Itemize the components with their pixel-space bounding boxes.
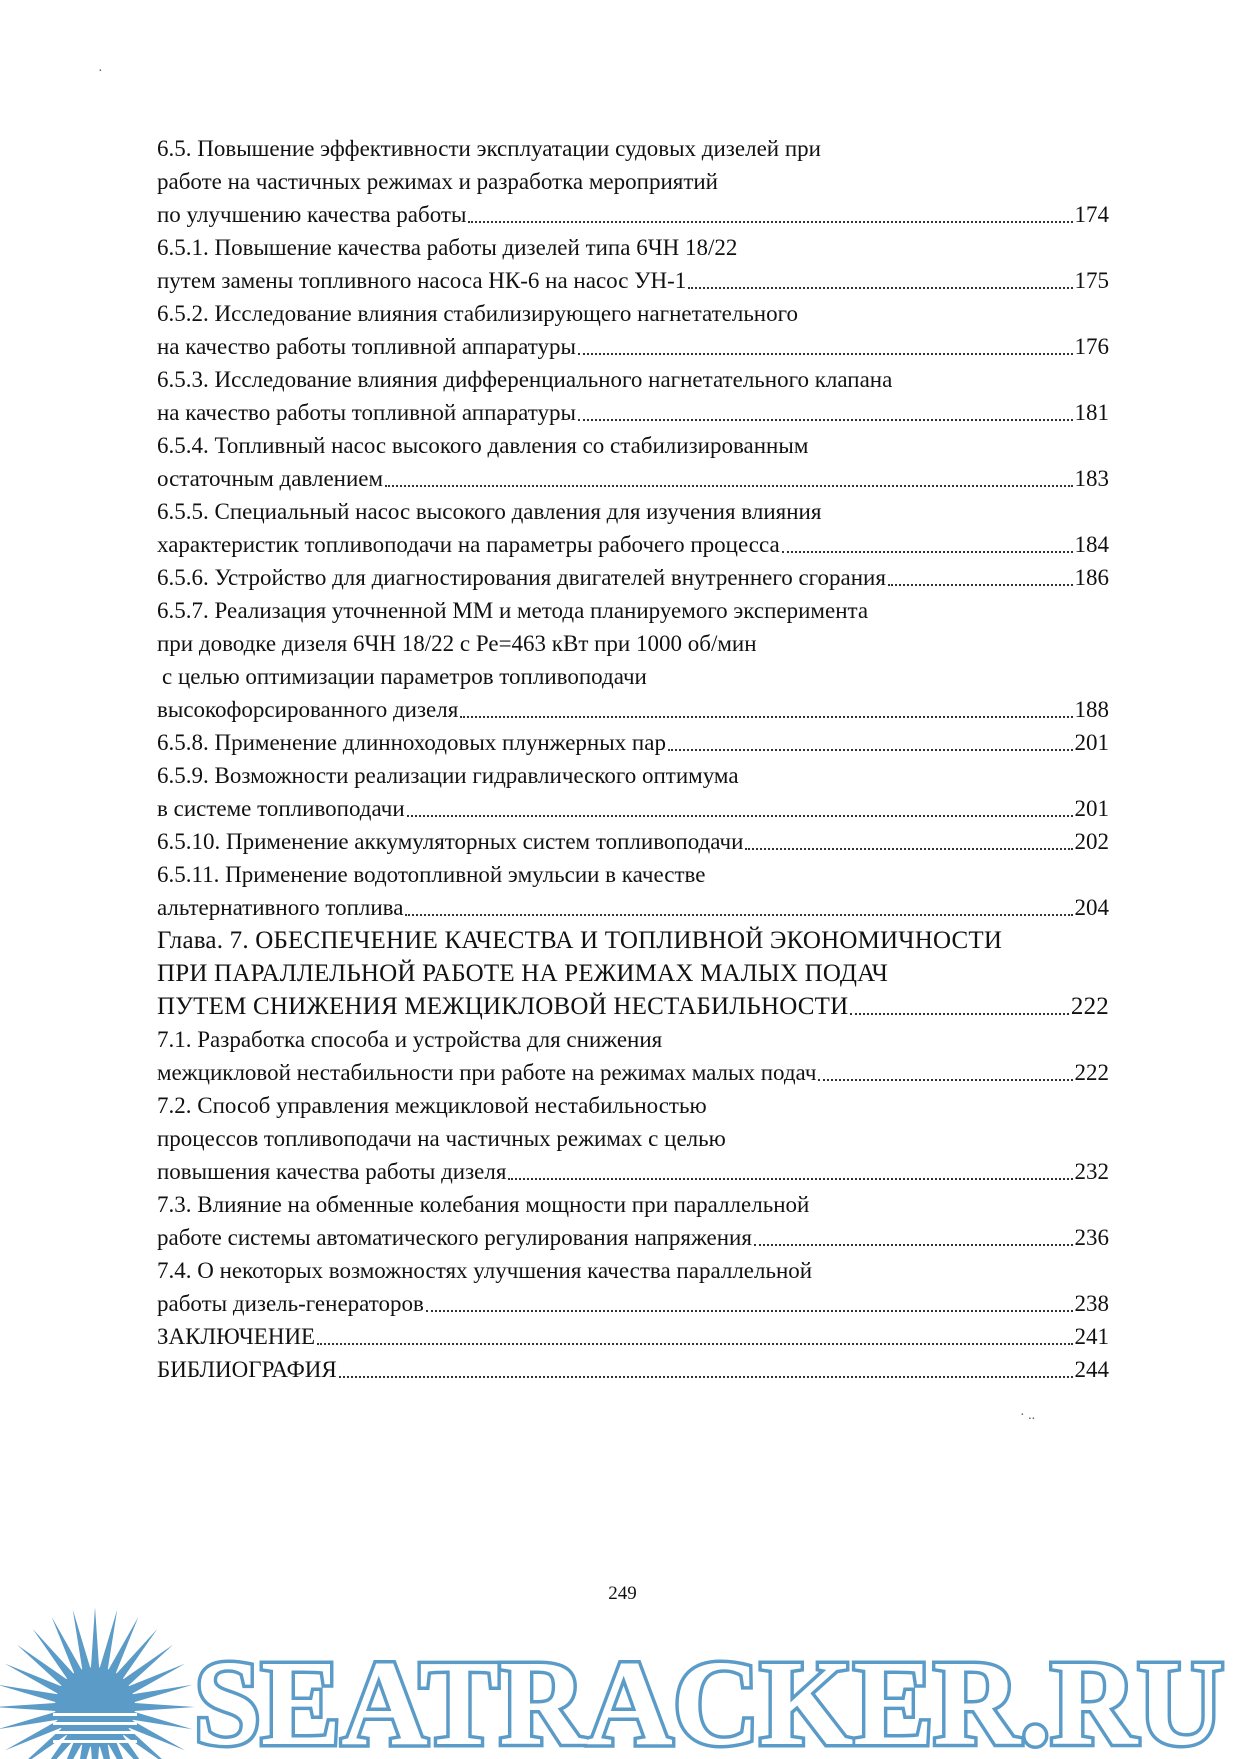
table-of-contents <box>157 132 1109 1386</box>
toc-entry-text: работе на частичных режимах и разработка мероприятий <box>157 169 718 194</box>
toc-entry <box>157 264 1109 297</box>
watermark <box>0 1582 1245 1759</box>
toc-leader-dots <box>754 1244 1073 1246</box>
toc-leader-dots <box>317 1343 1072 1345</box>
toc-entry-text: 6.5.2. Исследование влияния стабилизирующего нагнетательного <box>157 301 798 326</box>
toc-page-number: 201 <box>1074 796 1109 821</box>
toc-entry-text: в системе топливоподачи <box>157 796 405 821</box>
toc-entry <box>157 858 1109 891</box>
toc-entry <box>157 330 1109 363</box>
toc-page-number: 202 <box>1074 829 1109 854</box>
toc-page-number: 181 <box>1074 400 1109 425</box>
toc-entry-text: путем замены топливного насоса НК-6 на насос УН-1 <box>157 268 687 293</box>
toc-entry-text: 6.5.5. Специальный насос высокого давления для изучения влияния <box>157 499 822 524</box>
toc-page-number: 175 <box>1074 268 1109 293</box>
toc-entry <box>157 957 1109 990</box>
toc-entry <box>157 297 1109 330</box>
toc-entry-text: процессов топливоподачи на частичных режимах с целью <box>157 1126 726 1151</box>
toc-entry <box>157 561 1109 594</box>
toc-entry-text: при доводке дизеля 6ЧН 18/22 с Ре=463 кВт при 1000 об/мин <box>157 631 757 656</box>
toc-entry <box>157 1353 1109 1386</box>
toc-entry-text: 6.5.3. Исследование влияния дифференциального нагнетательного клапана <box>157 367 893 392</box>
toc-entry-text: БИБЛИОГРАФИЯ <box>157 1357 337 1382</box>
page-number: 249 <box>608 1583 637 1604</box>
toc-entry <box>157 825 1109 858</box>
toc-entry <box>157 198 1109 231</box>
toc-leader-dots <box>405 914 1072 916</box>
toc-entry-text: 7.1. Разработка способа и устройства для снижения <box>157 1027 663 1052</box>
toc-entry-text: межцикловой нестабильности при работе на режимах малых подач <box>157 1060 817 1085</box>
toc-entry <box>157 462 1109 495</box>
toc-entry <box>157 363 1109 396</box>
toc-entry <box>157 1089 1109 1122</box>
toc-page-number: 238 <box>1074 1291 1109 1316</box>
toc-leader-dots <box>888 584 1073 586</box>
toc-page-number: 232 <box>1074 1159 1109 1184</box>
sun-logo-icon <box>0 1607 195 1759</box>
toc-entry <box>157 891 1109 924</box>
toc-entry <box>157 1155 1109 1188</box>
toc-entry-text: работе системы автоматического регулирования напряжения <box>157 1225 752 1250</box>
toc-entry-text: 6.5.8. Применение длинноходовых плунжерных пар <box>157 730 666 755</box>
toc-entry <box>157 1320 1109 1353</box>
toc-entry-text: 6.5.6. Устройство для диагностирования двигателей внутреннего сгорания <box>157 565 886 590</box>
toc-entry-text: высокофорсированного дизеля <box>157 697 459 722</box>
toc-leader-dots <box>578 419 1073 421</box>
toc-leader-dots <box>385 485 1072 487</box>
toc-entry-text: 6.5.10. Применение аккумуляторных систем топливоподачи <box>157 829 744 854</box>
toc-page-number: 204 <box>1074 895 1109 920</box>
toc-entry-text: 6.5. Повышение эффективности эксплуатации судовых дизелей при <box>157 136 821 161</box>
toc-page-number: 183 <box>1074 466 1109 491</box>
toc-leader-dots <box>850 1013 1068 1015</box>
toc-entry <box>157 1056 1109 1089</box>
toc-entry-text: ПРИ ПАРАЛЛЕЛЬНОЙ РАБОТЕ НА РЕЖИМАХ МАЛЫХ ПОДАЧ <box>157 960 889 987</box>
toc-entry <box>157 660 1109 693</box>
toc-entry <box>157 1122 1109 1155</box>
toc-entry-text: 7.3. Влияние на обменные колебания мощности при параллельной <box>157 1192 810 1217</box>
toc-leader-dots <box>782 551 1073 553</box>
toc-entry <box>157 594 1109 627</box>
toc-leader-dots <box>578 353 1073 355</box>
toc-page-number: 186 <box>1074 565 1109 590</box>
toc-entry <box>157 693 1109 726</box>
toc-entry-text: 6.5.1. Повышение качества работы дизелей типа 6ЧН 18/22 <box>157 235 738 260</box>
toc-entry-text: 6.5.9. Возможности реализации гидравлического оптимума <box>157 763 739 788</box>
toc-page-number: 201 <box>1074 730 1109 755</box>
toc-entry <box>157 990 1109 1023</box>
toc-leader-dots <box>468 221 1072 223</box>
toc-entry-text: с целью оптимизации параметров топливоподачи <box>162 664 647 689</box>
scan-speck: · <box>98 64 103 79</box>
toc-entry <box>157 429 1109 462</box>
toc-entry-text: ЗАКЛЮЧЕНИЕ <box>157 1324 316 1349</box>
toc-entry-text: 6.5.7. Реализация уточненной ММ и метода планируемого эксперимента <box>157 598 869 623</box>
toc-entry-text: по улучшению качества работы <box>157 202 467 227</box>
toc-entry-text: 6.5.11. Применение водотопливной эмульсии в качестве <box>157 862 706 887</box>
toc-leader-dots <box>407 815 1073 817</box>
toc-entry <box>157 627 1109 660</box>
toc-page-number: 241 <box>1074 1324 1109 1349</box>
toc-entry <box>157 231 1109 264</box>
toc-page-number: 188 <box>1074 697 1109 722</box>
scan-speck: · .. <box>1020 1408 1036 1423</box>
watermark-text: SEATRACKER.RU <box>194 1636 1224 1759</box>
toc-leader-dots <box>745 848 1072 850</box>
toc-entry-text: ПУТЕМ СНИЖЕНИЯ МЕЖЦИКЛОВОЙ НЕСТАБИЛЬНОСТИ <box>157 993 849 1020</box>
toc-entry-text: 7.4. О некоторых возможностях улучшения качества параллельной <box>157 1258 813 1283</box>
toc-entry <box>157 1188 1109 1221</box>
toc-entry <box>157 1023 1109 1056</box>
toc-entry <box>157 726 1109 759</box>
toc-leader-dots <box>460 716 1072 718</box>
toc-entry <box>157 165 1109 198</box>
toc-entry <box>157 1254 1109 1287</box>
toc-entry-text: Глава. 7. ОБЕСПЕЧЕНИЕ КАЧЕСТВА И ТОПЛИВНОЙ ЭКОНОМИЧНОСТИ <box>157 927 1003 954</box>
toc-entry <box>157 396 1109 429</box>
toc-entry <box>157 528 1109 561</box>
toc-leader-dots <box>426 1310 1073 1312</box>
toc-page-number: 222 <box>1074 1060 1109 1085</box>
toc-entry <box>157 759 1109 792</box>
toc-entry <box>157 132 1109 165</box>
toc-entry <box>157 924 1109 957</box>
toc-entry-text: повышения качества работы дизеля <box>157 1159 507 1184</box>
toc-page-number: 222 <box>1070 993 1109 1020</box>
toc-entry <box>157 1221 1109 1254</box>
toc-page-number: 236 <box>1074 1225 1109 1250</box>
toc-page-number: 184 <box>1074 532 1109 557</box>
toc-leader-dots <box>688 287 1072 289</box>
toc-entry <box>157 1287 1109 1320</box>
toc-leader-dots <box>339 1376 1073 1378</box>
toc-entry-text: альтернативного топлива <box>157 895 404 920</box>
toc-entry-text: 7.2. Способ управления межцикловой нестабильностью <box>157 1093 707 1118</box>
toc-entry-text: остаточным давлением <box>157 466 384 491</box>
toc-entry-text: на качество работы топливной аппаратуры <box>157 334 576 359</box>
toc-entry <box>157 792 1109 825</box>
toc-leader-dots <box>818 1079 1072 1081</box>
toc-page-number: 174 <box>1074 202 1109 227</box>
toc-leader-dots <box>508 1178 1072 1180</box>
toc-entry-text: 6.5.4. Топливный насос высокого давления со стабилизированным <box>157 433 809 458</box>
toc-page-number: 176 <box>1074 334 1109 359</box>
toc-entry-text: характеристик топливоподачи на параметры рабочего процесса <box>157 532 780 557</box>
toc-entry-text: работы дизель-генераторов <box>157 1291 424 1316</box>
toc-entry-text: на качество работы топливной аппаратуры <box>157 400 576 425</box>
toc-entry <box>157 495 1109 528</box>
toc-leader-dots <box>668 749 1073 751</box>
toc-page-number: 244 <box>1074 1357 1109 1382</box>
